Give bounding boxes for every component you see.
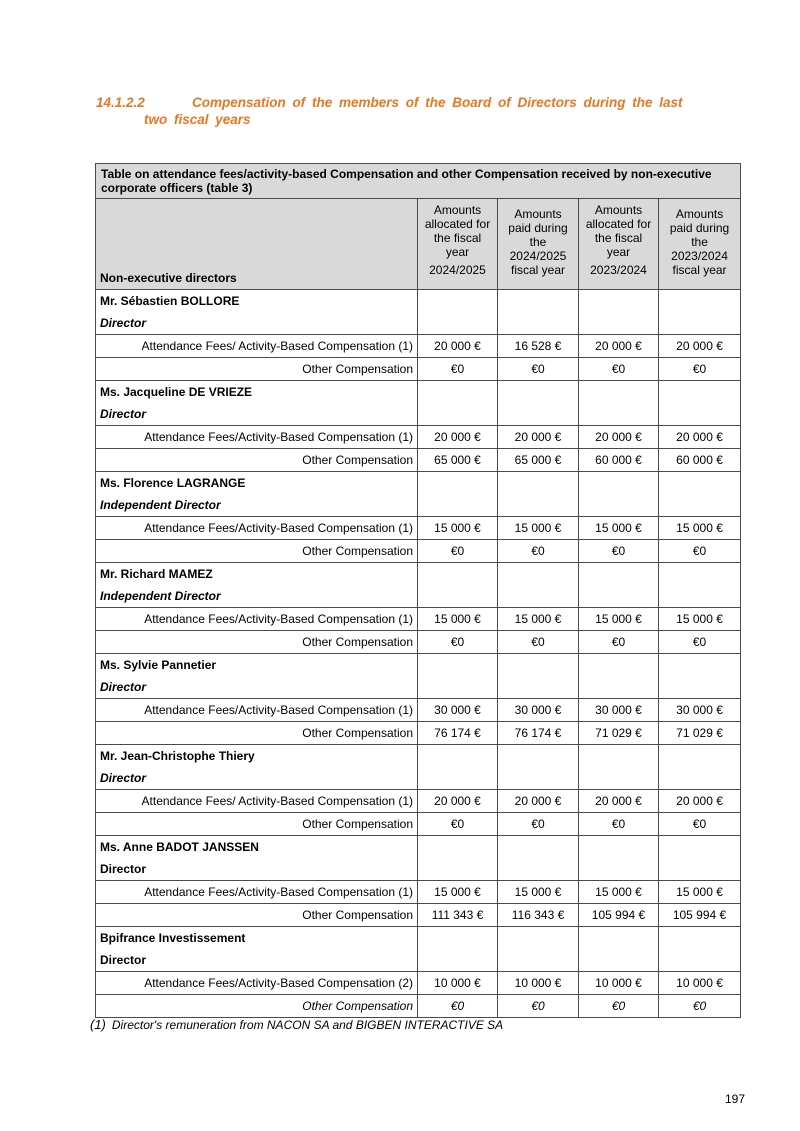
director-name: Ms. Anne BADOT JANSSEN — [96, 836, 418, 859]
amount-cell: €0 — [418, 540, 498, 563]
amount-cell: 10 000 € — [498, 972, 579, 995]
director-role: Director — [96, 312, 418, 335]
amount-cell: 116 343 € — [498, 904, 579, 927]
table-row — [96, 358, 741, 381]
amount-cell: €0 — [498, 358, 579, 381]
compensation-label: Attendance Fees/Activity-Based Compensation (1) — [96, 426, 418, 449]
amount-cell: €0 — [659, 813, 741, 836]
amount-cell: 71 029 € — [579, 722, 659, 745]
amount-cell: 111 343 € — [418, 904, 498, 927]
amount-cell: €0 — [659, 540, 741, 563]
amount-cell: 76 174 € — [498, 722, 579, 745]
director-name-row — [96, 836, 741, 859]
amount-cell: 30 000 € — [659, 699, 741, 722]
amount-cell: 30 000 € — [579, 699, 659, 722]
amount-cell: €0 — [418, 358, 498, 381]
director-name: Mr. Richard MAMEZ — [96, 563, 418, 586]
amount-cell: 20 000 € — [579, 790, 659, 813]
table-row — [96, 972, 741, 995]
table-row — [96, 608, 741, 631]
table-row — [96, 995, 741, 1018]
director-role: Director — [96, 676, 418, 699]
amount-cell: 15 000 € — [659, 881, 741, 904]
section-title-line1: Compensation of the members of the Board of Directors during the last — [192, 95, 683, 110]
amount-cell: 60 000 € — [659, 449, 741, 472]
director-name: Ms. Jacqueline DE VRIEZE — [96, 381, 418, 404]
amount-cell: 20 000 € — [579, 335, 659, 358]
amount-cell: €0 — [579, 813, 659, 836]
amount-cell: 15 000 € — [418, 881, 498, 904]
table-row — [96, 790, 741, 813]
footnote-text: Director's remuneration from NACON SA and BIGBEN INTERACTIVE SA — [111, 1018, 504, 1032]
table-row — [96, 517, 741, 540]
amount-cell: 15 000 € — [498, 517, 579, 540]
director-name: Mr. Jean-Christophe Thiery — [96, 745, 418, 768]
table-title: Table on attendance fees/activity-based Compensation and other Compensation received by non-executive corporate officers (table 3) — [96, 164, 741, 199]
director-name: Ms. Sylvie Pannetier — [96, 654, 418, 677]
amount-cell: 76 174 € — [418, 722, 498, 745]
amount-cell: €0 — [418, 631, 498, 654]
compensation-label: Other Compensation — [96, 358, 418, 381]
table-body — [96, 290, 741, 1018]
header-col-3 — [579, 199, 659, 290]
compensation-label: Other Compensation — [96, 631, 418, 654]
amount-cell: 65 000 € — [498, 449, 579, 472]
amount-cell: €0 — [579, 995, 659, 1018]
director-role-row — [96, 494, 741, 517]
amount-cell: 60 000 € — [579, 449, 659, 472]
director-name-row — [96, 563, 741, 586]
compensation-label: Other Compensation — [96, 540, 418, 563]
director-name-row — [96, 381, 741, 404]
compensation-label: Attendance Fees/Activity-Based Compensation (1) — [96, 699, 418, 722]
amount-cell: 15 000 € — [418, 517, 498, 540]
amount-cell: 65 000 € — [418, 449, 498, 472]
amount-cell: 30 000 € — [498, 699, 579, 722]
amount-cell: 105 994 € — [659, 904, 741, 927]
amount-cell: 15 000 € — [498, 608, 579, 631]
amount-cell: €0 — [579, 631, 659, 654]
header-col-1-top: Amounts allocated for the fiscal year — [424, 203, 491, 259]
amount-cell: 20 000 € — [498, 426, 579, 449]
header-col-4 — [659, 199, 741, 290]
director-role: Director — [96, 767, 418, 790]
amount-cell: €0 — [579, 540, 659, 563]
table-row — [96, 699, 741, 722]
director-name: Ms. Florence LAGRANGE — [96, 472, 418, 495]
header-col-2 — [498, 199, 579, 290]
director-role-row — [96, 312, 741, 335]
amount-cell: 20 000 € — [579, 426, 659, 449]
director-name-row — [96, 654, 741, 677]
footnote — [90, 1017, 503, 1032]
director-name: Bpifrance Investissement — [96, 927, 418, 950]
header-col-3-top: Amounts allocated for the fiscal year — [585, 203, 652, 259]
table-row — [96, 449, 741, 472]
amount-cell: 15 000 € — [579, 517, 659, 540]
table-row — [96, 631, 741, 654]
section-heading — [96, 94, 736, 128]
amount-cell: €0 — [659, 631, 741, 654]
director-role: Independent Director — [96, 494, 418, 517]
amount-cell: 15 000 € — [659, 517, 741, 540]
director-name-row — [96, 472, 741, 495]
compensation-label: Attendance Fees/ Activity-Based Compensation (1) — [96, 790, 418, 813]
amount-cell: €0 — [498, 631, 579, 654]
compensation-label: Attendance Fees/ Activity-Based Compensation (1) — [96, 335, 418, 358]
director-name-row — [96, 745, 741, 768]
amount-cell: 20 000 € — [659, 790, 741, 813]
amount-cell: €0 — [418, 995, 498, 1018]
amount-cell: 15 000 € — [418, 608, 498, 631]
amount-cell: 20 000 € — [418, 335, 498, 358]
header-col-1-bottom: 2024/2025 — [429, 263, 486, 277]
director-role-row — [96, 585, 741, 608]
amount-cell: 20 000 € — [498, 790, 579, 813]
director-role-row — [96, 858, 741, 881]
page-number: 197 — [725, 1092, 746, 1106]
director-role: Independent Director — [96, 585, 418, 608]
compensation-label: Other Compensation — [96, 995, 418, 1018]
amount-cell: 10 000 € — [418, 972, 498, 995]
table-row — [96, 540, 741, 563]
table-row — [96, 722, 741, 745]
compensation-label: Attendance Fees/Activity-Based Compensation (1) — [96, 881, 418, 904]
director-name-row — [96, 927, 741, 950]
compensation-label: Other Compensation — [96, 449, 418, 472]
table-header-row — [96, 199, 741, 290]
header-col-2-top: Amounts paid during the 2024/2025 fiscal year — [508, 207, 568, 277]
amount-cell: 10 000 € — [579, 972, 659, 995]
amount-cell: €0 — [418, 813, 498, 836]
amount-cell: 15 000 € — [579, 881, 659, 904]
director-role-row — [96, 767, 741, 790]
director-role-row — [96, 676, 741, 699]
amount-cell: 10 000 € — [659, 972, 741, 995]
amount-cell: €0 — [659, 995, 741, 1018]
amount-cell: 16 528 € — [498, 335, 579, 358]
amount-cell: €0 — [579, 358, 659, 381]
section-number: 14.1.2.2 — [96, 95, 145, 110]
amount-cell: 20 000 € — [418, 426, 498, 449]
table-row — [96, 904, 741, 927]
footnote-marker: (1) — [90, 1017, 106, 1032]
table-row — [96, 335, 741, 358]
director-role: Director — [96, 403, 418, 426]
section-title-line2: two fiscal years — [144, 112, 251, 127]
amount-cell: 20 000 € — [659, 335, 741, 358]
amount-cell: €0 — [498, 995, 579, 1018]
director-role: Director — [96, 949, 418, 972]
director-role: Director — [96, 858, 418, 881]
amount-cell: €0 — [659, 358, 741, 381]
header-row-label: Non-executive directors — [96, 199, 418, 290]
table-row — [96, 426, 741, 449]
amount-cell: 30 000 € — [418, 699, 498, 722]
table-row — [96, 813, 741, 836]
amount-cell: 15 000 € — [659, 608, 741, 631]
table-row — [96, 881, 741, 904]
header-col-3-bottom: 2023/2024 — [590, 263, 647, 277]
amount-cell: 20 000 € — [418, 790, 498, 813]
compensation-table — [95, 163, 741, 1018]
compensation-label: Other Compensation — [96, 813, 418, 836]
compensation-label: Other Compensation — [96, 904, 418, 927]
amount-cell: 20 000 € — [659, 426, 741, 449]
director-name: Mr. Sébastien BOLLORE — [96, 290, 418, 313]
compensation-label: Attendance Fees/Activity-Based Compensation (1) — [96, 517, 418, 540]
header-col-1 — [418, 199, 498, 290]
amount-cell: €0 — [498, 813, 579, 836]
compensation-label: Attendance Fees/Activity-Based Compensation (2) — [96, 972, 418, 995]
header-col-4-top: Amounts paid during the 2023/2024 fiscal year — [669, 207, 730, 277]
amount-cell: 15 000 € — [498, 881, 579, 904]
amount-cell: 71 029 € — [659, 722, 741, 745]
director-role-row — [96, 403, 741, 426]
compensation-label: Attendance Fees/Activity-Based Compensation (1) — [96, 608, 418, 631]
amount-cell: €0 — [498, 540, 579, 563]
amount-cell: 105 994 € — [579, 904, 659, 927]
amount-cell: 15 000 € — [579, 608, 659, 631]
director-role-row — [96, 949, 741, 972]
compensation-label: Other Compensation — [96, 722, 418, 745]
director-name-row — [96, 290, 741, 313]
